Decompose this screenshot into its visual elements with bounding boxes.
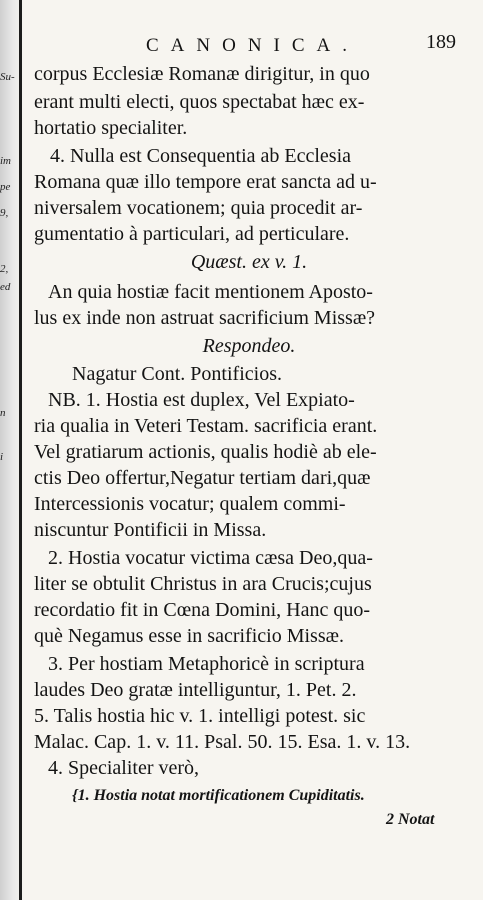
text-line: recordatio fit in Cœna Domini, Hanc quo-	[34, 599, 371, 621]
margin-note: 9,	[0, 207, 9, 219]
text-line: què Negamus esse in sacrificio Missæ.	[34, 625, 344, 647]
text-line: niscuntur Pontificii in Missa.	[34, 519, 267, 541]
text-line: erant multi electi, quos spectabat hæc ex-	[34, 91, 365, 113]
text-line: 3. Per hostiam Metaphoricè in scriptura	[48, 653, 365, 675]
text-line: Vel gratiarum actionis, qualis hodiè ab ele-	[34, 441, 377, 463]
margin-note: Su-	[0, 71, 15, 83]
question-heading: Quæst. ex v. 1.	[190, 251, 308, 273]
text-line: hortatio specialiter.	[34, 117, 188, 139]
text-line: liter se obtulit Christus in ara Crucis;cujus	[34, 573, 372, 595]
text-line: ctis Deo offertur,Negatur tertiam dari,quæ	[34, 467, 371, 489]
text-line: NB. 1. Hostia est duplex, Vel Expiato-	[48, 389, 355, 411]
response-heading: Respondeo.	[202, 335, 296, 357]
text-line: 4. Specialiter verò,	[48, 757, 200, 779]
text-line: gumentatio à particulari, ad perticulare.	[34, 223, 350, 245]
text-line: corpus Ecclesiæ Romanæ dirigitur, in quo	[34, 63, 370, 85]
margin-note: i	[0, 451, 4, 463]
text-line: 5. Talis hostia hic v. 1. intelligi potest. sic	[34, 705, 366, 727]
text-line: Intercessionis vocatur; qualem commi-	[34, 493, 346, 515]
text-line: Nagatur Cont. Pontificios.	[72, 363, 282, 385]
margin-note: ed	[0, 281, 11, 293]
text-line: An quia hostiæ facit mentionem Aposto-	[48, 281, 373, 303]
catchword: 2 Notat	[386, 811, 435, 828]
margin-notes	[0, 0, 20, 900]
text-line: Romana quæ illo tempore erat sancta ad u-	[34, 171, 377, 193]
margin-note: im	[0, 155, 11, 167]
margin-note: pe	[0, 181, 11, 193]
text-line: laudes Deo gratæ intelliguntur, 1. Pet. 2.	[34, 679, 357, 701]
text-line: niversalem vocationem; quia procedit ar-	[34, 197, 363, 219]
text-line: 4. Nulla est Consequentia ab Ecclesia	[50, 145, 352, 167]
text-line: 2. Hostia vocatur victima cæsa Deo,qua-	[48, 547, 373, 569]
text-line: ria qualia in Veteri Testam. sacrificia erant.	[34, 415, 378, 437]
text-line: lus ex inde non astruat sacrificium Missæ?	[34, 307, 376, 329]
running-header: CANONICA.	[146, 35, 360, 56]
margin-note: 2,	[0, 263, 9, 275]
subpoint-line: {1. Hostia notat mortificationem Cupiditatis.	[72, 787, 365, 804]
text-line: Malac. Cap. 1. v. 11. Psal. 50. 15. Esa. 1. v. 13.	[34, 731, 411, 753]
margin-note: n	[0, 407, 6, 419]
page-number: 189	[426, 31, 456, 53]
